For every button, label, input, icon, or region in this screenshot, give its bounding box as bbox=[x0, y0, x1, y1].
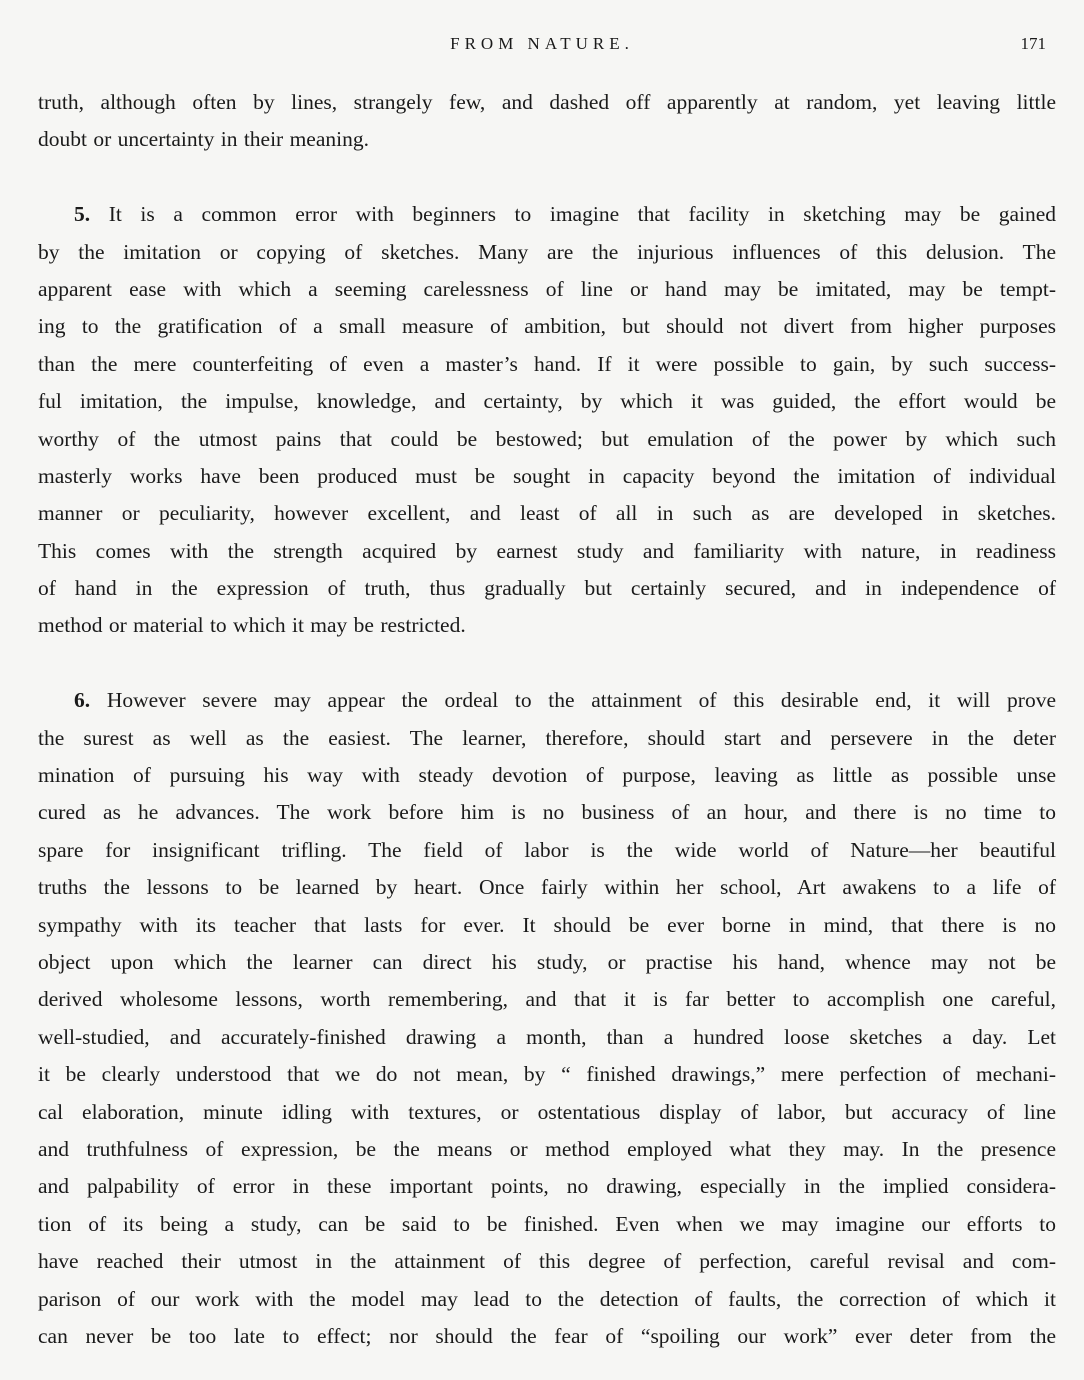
paragraph-gap bbox=[38, 645, 1056, 682]
text-line: tion of its being a study, can be said to be finished. Even when we may imagine our efforts to bbox=[38, 1211, 1056, 1236]
text-line: This comes with the strength acquired by earnest study and familiarity with nature, in readiness bbox=[38, 538, 1056, 563]
text-line: parison of our work with the model may lead to the detection of faults, the correction of which it bbox=[38, 1286, 1056, 1311]
body-text bbox=[38, 84, 1056, 1355]
text-line: masterly works have been produced must be sought in capacity beyond the imitation of individual bbox=[38, 463, 1056, 488]
text-line: and palpability of error in these important points, no drawing, especially in the implied considera- bbox=[38, 1174, 1056, 1199]
text-line: by the imitation or copying of sketches. Many are the injurious influences of this delusion. The bbox=[38, 239, 1056, 264]
text-line: well-studied, and accurately-finished drawing a month, than a hundred loose sketches a day. Let bbox=[38, 1024, 1056, 1049]
text-line: cal elaboration, minute idling with textures, or ostentatious display of labor, but accuracy of line bbox=[38, 1099, 1056, 1124]
running-title: FROM NATURE. bbox=[450, 34, 634, 53]
text-line bbox=[38, 196, 1056, 233]
text-line: derived wholesome lessons, worth remembering, and that it is far better to accomplish one careful, bbox=[38, 987, 1056, 1012]
paragraph-number: 5. bbox=[74, 202, 91, 227]
text-line: truth, although often by lines, strangely few, and dashed off apparently at random, yet leaving little bbox=[38, 90, 1056, 114]
paragraph-gap bbox=[38, 159, 1056, 196]
text-line: ing to the gratification of a small measure of ambition, but should not divert from higher purposes bbox=[38, 314, 1056, 339]
text-line: object upon which the learner can direct his study, or practise his hand, whence may not be bbox=[38, 949, 1056, 974]
text-line bbox=[38, 682, 1056, 719]
paragraph-number: 6. bbox=[74, 688, 91, 713]
text-line: and truthfulness of expression, be the means or method employed what they may. In the presence bbox=[38, 1136, 1056, 1161]
text-line: spare for insignificant trifling. The field of labor is the wide world of Nature—her beautiful bbox=[38, 837, 1056, 862]
text-line: apparent ease with which a seeming carelessness of line or hand may be imitated, may be tempt- bbox=[38, 276, 1056, 301]
text-line: than the mere counterfeiting of even a master’s hand. If it were possible to gain, by such success- bbox=[38, 351, 1056, 376]
text-line: manner or peculiarity, however excellent, and least of all in such as are developed in sketches. bbox=[38, 501, 1056, 526]
text-line: it be clearly understood that we do not mean, by “ finished drawings,” mere perfection of mechani- bbox=[38, 1062, 1056, 1087]
text-line: sympathy with its teacher that lasts for ever. It should be ever borne in mind, that there is no bbox=[38, 912, 1056, 937]
paragraph-first-line: It is a common error with beginners to imagine that facility in sketching may be gained bbox=[108, 202, 1056, 227]
text-line: the surest as well as the easiest. The learner, therefore, should start and persevere in the deter bbox=[38, 725, 1056, 750]
text-line: can never be too late to effect; nor should the fear of “spoiling our work” ever deter from the bbox=[38, 1323, 1056, 1348]
text-line: doubt or uncertainty in their meaning. bbox=[38, 127, 369, 152]
text-line: mination of pursuing his way with steady devotion of purpose, leaving as little as possible unse bbox=[38, 763, 1056, 788]
paragraph-first-line: However severe may appear the ordeal to the attainment of this desirable end, it will prove bbox=[106, 688, 1056, 713]
text-line: cured as he advances. The work before him is no business of an hour, and there is no time to bbox=[38, 800, 1056, 825]
text-line: have reached their utmost in the attainment of this degree of perfection, careful revisal and com- bbox=[38, 1249, 1056, 1274]
text-line: worthy of the utmost pains that could be bestowed; but emulation of the power by which such bbox=[38, 426, 1056, 451]
text-line: ful imitation, the impulse, knowledge, and certainty, by which it was guided, the effort would be bbox=[38, 389, 1056, 414]
text-line: truths the lessons to be learned by heart. Once fairly within her school, Art awakens to a life of bbox=[38, 875, 1056, 900]
text-line: of hand in the expression of truth, thus gradually but certainly secured, and in independence of bbox=[38, 576, 1056, 601]
text-line: method or material to which it may be restricted. bbox=[38, 613, 466, 638]
page-number: 171 bbox=[1020, 34, 1046, 53]
running-head bbox=[0, 34, 1084, 58]
